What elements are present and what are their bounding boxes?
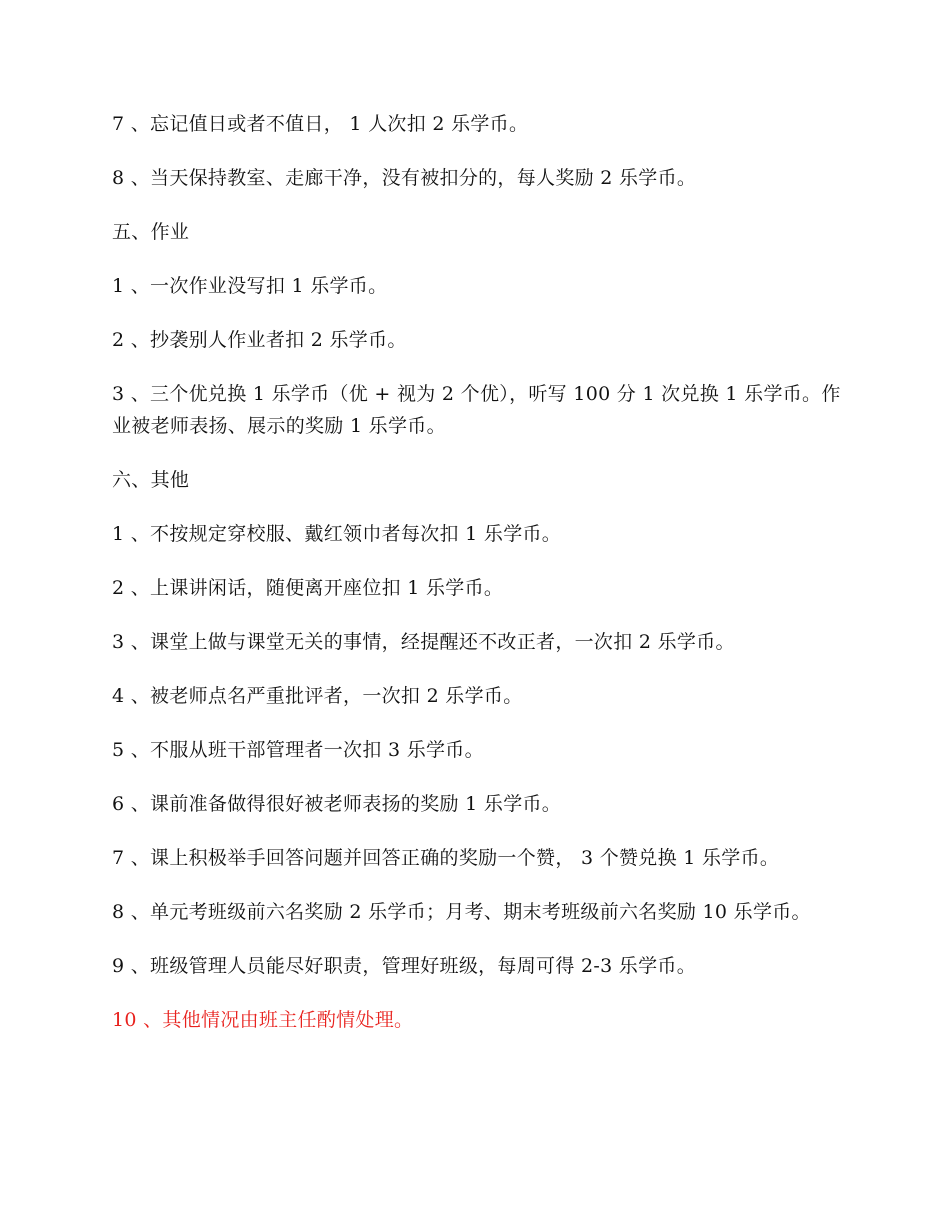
- rule-other-10: 10 、其他情况由班主任酌情处理。: [112, 1009, 414, 1031]
- rule-duty-8: 8 、当天保持教室、走廊干净，没有被扣分的，每人奖励 2 乐学币。: [112, 167, 697, 189]
- section-heading-homework: 五、作业: [112, 221, 190, 243]
- rule-other-3: 3 、课堂上做与课堂无关的事情，经提醒还不改正者，一次扣 2 乐学币。: [112, 631, 735, 653]
- rule-other-1: 1 、不按规定穿校服、戴红领巾者每次扣 1 乐学币。: [112, 523, 562, 545]
- document-body: [112, 108, 842, 1058]
- rule-duty-7: 7 、忘记值日或者不值日， 1 人次扣 2 乐学币。: [112, 113, 529, 135]
- rule-homework-2: 2 、抄袭别人作业者扣 2 乐学币。: [112, 329, 407, 351]
- rule-other-5: 5 、不服从班干部管理者一次扣 3 乐学币。: [112, 739, 484, 761]
- rule-homework-3: 3 、三个优兑换 1 乐学币（优 + 视为 2 个优），听写 100 分 1 次兑换 1 乐学币。作业被老师表扬、展示的奖励 1 乐学币。: [112, 383, 841, 437]
- rule-other-7: 7 、课上积极举手回答问题并回答正确的奖励一个赞， 3 个赞兑换 1 乐学币。: [112, 847, 780, 869]
- rule-other-6: 6 、课前准备做得很好被老师表扬的奖励 1 乐学币。: [112, 793, 562, 815]
- rule-other-2: 2 、上课讲闲话，随便离开座位扣 1 乐学币。: [112, 577, 504, 599]
- rule-homework-1: 1 、一次作业没写扣 1 乐学币。: [112, 275, 388, 297]
- rule-other-8: 8 、单元考班级前六名奖励 2 乐学币；月考、期末考班级前六名奖励 10 乐学币。: [112, 901, 811, 923]
- rule-other-9: 9 、班级管理人员能尽好职责，管理好班级，每周可得 2-3 乐学币。: [112, 955, 697, 977]
- rule-other-4: 4 、被老师点名严重批评者，一次扣 2 乐学币。: [112, 685, 523, 707]
- section-heading-other: 六、其他: [112, 469, 190, 491]
